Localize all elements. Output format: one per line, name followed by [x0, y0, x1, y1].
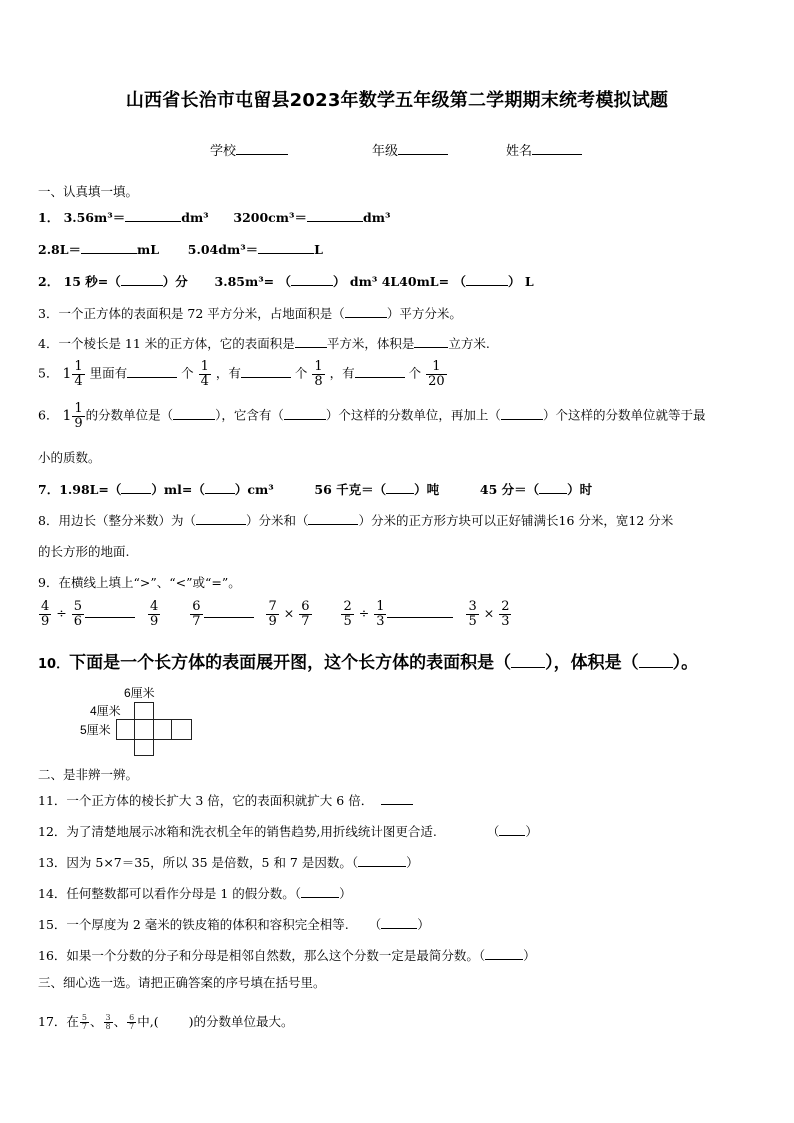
question-number: 7．	[38, 482, 60, 497]
q7-blank-1[interactable]	[121, 481, 151, 494]
question-number: 8．	[38, 513, 59, 528]
grade-label: 年级	[372, 144, 399, 159]
question-14	[38, 884, 352, 902]
operator: ÷	[56, 605, 67, 621]
q5-text: 里面有	[89, 365, 128, 381]
question-17	[38, 1012, 293, 1031]
q1-blank-3[interactable]	[81, 241, 137, 254]
q17-text: 在	[66, 1014, 79, 1029]
q1-text: 3200cm³＝	[233, 210, 307, 225]
q11-blank[interactable]	[381, 792, 413, 805]
fraction: $\frac{1}{3}$	[376, 599, 385, 629]
q4-blank-1[interactable]	[295, 335, 327, 348]
operator: ×	[283, 605, 295, 621]
question-number: 14．	[38, 886, 67, 901]
q16-text: ）	[523, 948, 536, 963]
q16-text: 如果一个分数的分子和分母是相邻自然数，那么这个分数一定是最简分数。（	[66, 948, 486, 963]
q7-blank-2[interactable]	[205, 481, 235, 494]
question-number: 3．	[38, 306, 59, 321]
section-2-heading: 二、是非辨一辨。	[38, 767, 139, 782]
q8-text: 用边长（整分米数）为（	[58, 513, 196, 528]
q5-blank-1[interactable]	[127, 365, 177, 378]
net-face	[134, 739, 154, 756]
q9-text: 在横线上填上“>”、“<”或“=”。	[58, 575, 241, 590]
q9-blank-3[interactable]	[387, 605, 453, 618]
question-2	[38, 272, 534, 290]
question-15	[38, 915, 430, 933]
q1-text: 2.8L＝	[38, 242, 82, 257]
question-9	[38, 573, 241, 591]
fraction: $\frac{6}{7}$	[129, 1012, 135, 1031]
q12-text: （	[486, 824, 500, 839]
q11-text: 一个正方体的棱长扩大 3 倍，它的表面积就扩大 6 倍．	[66, 793, 374, 808]
q2-text: ）	[507, 274, 521, 289]
net-label-left-1: 4厘米	[90, 704, 121, 718]
question-number: 5．	[38, 365, 59, 381]
question-8	[38, 511, 673, 529]
question-number: 17．	[38, 1014, 67, 1029]
question-11	[38, 791, 413, 809]
q6-text: ）个这样的分数单位就等于最	[542, 407, 706, 423]
question-number: 15．	[38, 917, 67, 932]
q6-text: ）个这样的分数单位，再加上（	[325, 407, 501, 423]
fraction: $\frac{2}{3}$	[501, 599, 510, 629]
question-number: 1．	[38, 210, 60, 225]
q6-text: 的分数单位是（	[85, 407, 174, 423]
q5-blank-2[interactable]	[241, 365, 291, 378]
q4-text: 立方米.	[448, 336, 490, 351]
q1-blank-1[interactable]	[125, 209, 181, 222]
q6-blank-1[interactable]	[173, 407, 215, 420]
name-label: 姓名	[506, 144, 533, 159]
q16-blank[interactable]	[485, 947, 523, 960]
q1-blank-2[interactable]	[307, 209, 363, 222]
question-4	[38, 334, 490, 352]
q1-unit: dm³	[181, 210, 209, 225]
q4-text: 一个棱长是 11 米的正方体，它的表面积是	[58, 336, 295, 351]
grade-field	[372, 140, 448, 159]
q10-text: 下面是一个长方体的表面展开图，这个长方体的表面积是（	[69, 653, 512, 673]
q5-text: 个	[408, 365, 422, 381]
question-7	[38, 480, 592, 498]
q2-blank-2[interactable]	[291, 273, 333, 286]
q12-blank[interactable]	[499, 823, 525, 836]
q2-text: （	[278, 274, 292, 289]
question-number: 11．	[38, 793, 67, 808]
name-blank[interactable]	[532, 142, 582, 155]
q2-text: （	[453, 274, 466, 289]
q13-blank[interactable]	[358, 854, 406, 867]
section-1-heading: 一、认真填一填。	[38, 184, 139, 199]
q10-text: ），体积是（	[545, 653, 639, 673]
q14-text: ）	[339, 886, 352, 901]
q8-blank-2[interactable]	[308, 512, 358, 525]
q17-text: 中,(	[137, 1014, 159, 1029]
question-number: 10．	[38, 657, 70, 672]
q9-comparisons	[38, 600, 512, 628]
q2-text: ）	[333, 274, 346, 289]
q15-text: 一个厚度为 2 毫米的铁皮箱的体积和容积完全相等.	[66, 917, 349, 932]
operator: ÷	[358, 605, 370, 621]
fraction: $\frac{5}{6}$	[73, 599, 83, 629]
q1-unit: dm³	[363, 210, 391, 225]
fraction: $\frac{7}{9}$	[268, 599, 277, 629]
question-1-line-2	[38, 240, 323, 258]
q2-text: 15 秒=（	[63, 274, 121, 289]
fraction: $\frac{4}{9}$	[41, 599, 50, 629]
question-8-cont: 的长方形的地面.	[38, 544, 130, 559]
q3-text: ）平方分米。	[386, 306, 462, 321]
q14-blank[interactable]	[301, 885, 339, 898]
q17-text: 、	[90, 1014, 103, 1029]
q7-text: ）吨	[414, 482, 440, 497]
question-6	[38, 402, 705, 430]
q4-blank-2[interactable]	[414, 335, 448, 348]
q3-text: 一个正方体的表面积是 72 平方分米，占地面积是（	[58, 306, 345, 321]
question-6-cont: 小的质数。	[38, 450, 101, 465]
q8-text: ）分米的正方形方块可以正好铺满长16 分米，宽12 分米	[358, 513, 674, 528]
fraction: $\frac{2}{5}$	[343, 599, 352, 629]
q15-blank[interactable]	[381, 916, 417, 929]
operator: ×	[483, 605, 495, 621]
fraction: $\frac{6}{7}$	[192, 599, 201, 629]
q4-text: 平方米，体积是	[326, 336, 415, 351]
q3-blank[interactable]	[345, 305, 387, 318]
question-1-line-1	[38, 208, 390, 226]
mixed-number-integer: 1	[62, 366, 72, 383]
section-3-heading: 三、细心选一选。请把正确答案的序号填在括号里。	[38, 975, 326, 990]
q6-blank-3[interactable]	[501, 407, 543, 420]
net-face	[116, 719, 135, 740]
q12-text: ）	[525, 824, 538, 839]
q12-text: 为了清楚地展示冰箱和洗衣机全年的销售趋势,用折线统计图更合适.	[66, 824, 437, 839]
q5-text: ，有	[329, 365, 355, 381]
q5-text: 个	[294, 365, 308, 381]
q1-text: 3.56m³＝	[63, 210, 126, 225]
q8-blank-1[interactable]	[196, 512, 246, 525]
q15-text: （	[368, 917, 382, 932]
question-16	[38, 946, 536, 964]
q5-blank-3[interactable]	[355, 365, 405, 378]
q1-unit: mL	[137, 242, 160, 257]
q7-text: 45 分＝（	[479, 482, 540, 497]
fraction: $\frac{4}{9}$	[149, 599, 159, 629]
fraction: $\frac{3}{8}$	[105, 1012, 111, 1031]
question-number: 12．	[38, 824, 67, 839]
q7-text: 1.98L=（	[59, 482, 122, 497]
q9-blank-2[interactable]	[204, 605, 254, 618]
question-number: 9．	[38, 575, 59, 590]
net-face	[134, 719, 154, 740]
page-title: 山西省长治市屯留县2023年数学五年级第二学期期末统考模拟试题	[125, 90, 669, 111]
name-field	[506, 140, 582, 159]
q2-text: L	[524, 274, 534, 289]
q17-text: )的分数单位最大。	[188, 1014, 294, 1029]
q2-blank-3[interactable]	[466, 273, 508, 286]
q5-text: ，有	[215, 365, 241, 381]
net-face	[153, 719, 172, 740]
school-blank[interactable]	[236, 142, 288, 155]
q10-blank-2[interactable]	[639, 653, 673, 668]
question-3	[38, 304, 462, 322]
q7-text: ）cm³	[234, 482, 274, 497]
q7-text: ）时	[567, 482, 593, 497]
q6-text: ），它含有（	[215, 407, 284, 423]
q13-text: ）	[406, 855, 419, 870]
school-field	[210, 140, 288, 159]
question-10	[38, 648, 698, 673]
q9-blank-1[interactable]	[85, 605, 135, 618]
q8-text: ）分米和（	[245, 513, 309, 528]
question-number: 16．	[38, 948, 67, 963]
school-label: 学校	[210, 144, 237, 159]
q2-text: 3.85m³=	[214, 274, 275, 289]
q7-blank-3[interactable]	[386, 481, 414, 494]
q2-text: ）分	[162, 274, 188, 289]
q2-blank-1[interactable]	[121, 273, 163, 286]
question-13	[38, 853, 419, 871]
fraction: $\frac{3}{5}$	[468, 599, 477, 629]
question-number: 13．	[38, 855, 67, 870]
q5-text: 个	[181, 365, 194, 381]
grade-blank[interactable]	[398, 142, 448, 155]
q13-text: 因为 5×7＝35，所以 35 是倍数，5 和 7 是因数。（	[66, 855, 359, 870]
fraction: $\frac{1}{20}$	[428, 359, 445, 389]
q2-text: dm³ 4L40mL=	[349, 274, 450, 289]
fraction: $\frac{1}{9}$	[74, 401, 83, 431]
fraction: $\frac{5}{7}$	[81, 1012, 88, 1031]
fraction: $\frac{1}{8}$	[314, 359, 323, 389]
question-number: 4．	[38, 336, 59, 351]
question-12	[38, 822, 538, 840]
q1-text: 5.04dm³＝	[187, 242, 259, 257]
q10-text: ）。	[672, 653, 699, 673]
fraction: $\frac{1}{4}$	[74, 359, 83, 389]
q6-blank-2[interactable]	[284, 407, 326, 420]
net-face	[171, 719, 192, 740]
q15-text: ）	[417, 917, 430, 932]
fraction: $\frac{1}{4}$	[200, 359, 209, 389]
q14-text: 任何整数都可以看作分母是 1 的假分数。（	[66, 886, 302, 901]
q1-blank-4[interactable]	[258, 241, 314, 254]
q7-text: ）ml=（	[151, 482, 205, 497]
q10-blank-1[interactable]	[511, 653, 545, 668]
question-number: 2．	[38, 274, 60, 289]
question-5	[38, 360, 448, 388]
q1-unit: L	[314, 242, 323, 257]
mixed-number-integer: 1	[62, 408, 72, 425]
q7-text: 56 千克＝（	[314, 482, 387, 497]
net-face	[134, 702, 154, 720]
fraction: $\frac{6}{7}$	[301, 599, 310, 629]
net-label-left-2: 5厘米	[80, 723, 111, 737]
net-label-top: 6厘米	[124, 686, 155, 700]
question-number: 6．	[38, 407, 59, 423]
q17-text: 、	[113, 1014, 127, 1029]
q7-blank-4[interactable]	[539, 481, 567, 494]
